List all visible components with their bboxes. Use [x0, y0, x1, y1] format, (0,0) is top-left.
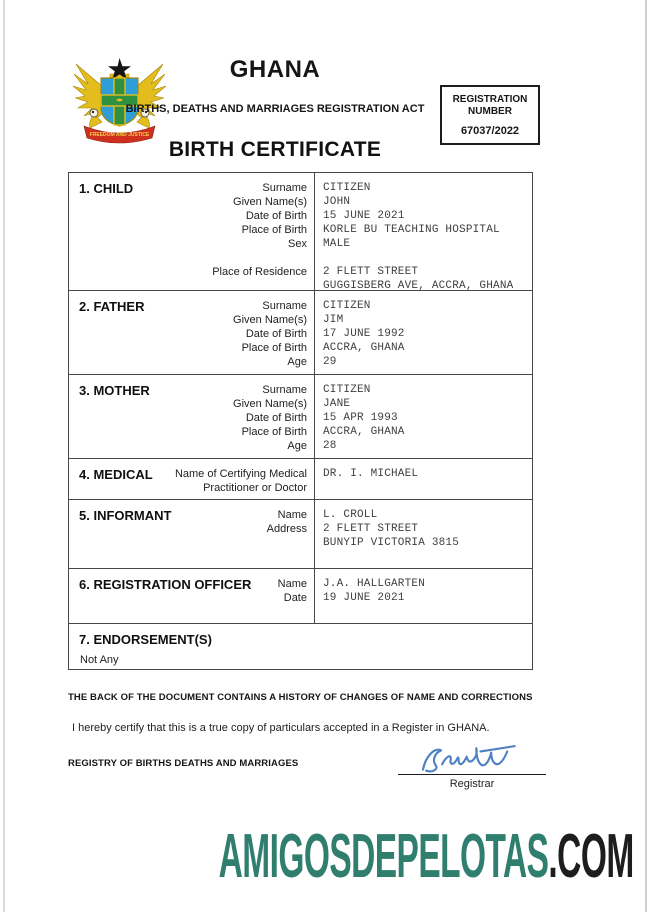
- registration-number-label-line2: NUMBER: [468, 106, 512, 117]
- field-value: JIM: [323, 314, 344, 326]
- section-endorsements: [69, 624, 532, 669]
- registrar-signature: [417, 744, 527, 776]
- field-value: ACCRA, GHANA: [323, 426, 405, 438]
- field-label: Given Name(s): [233, 314, 307, 326]
- field-value: 15 APR 1993: [323, 412, 398, 424]
- section-medical: [69, 459, 532, 500]
- field-value: 15 JUNE 2021: [323, 210, 405, 222]
- section-registration-officer-title: 6. REGISTRATION OFFICER: [79, 577, 252, 592]
- field-label: Date of Birth: [245, 412, 307, 424]
- section-informant-title: 5. INFORMANT: [79, 508, 172, 523]
- watermark-suffix: .COM: [548, 822, 634, 891]
- field-label: Place of Birth: [241, 224, 307, 236]
- registration-number-label-line1: REGISTRATION: [452, 94, 528, 105]
- section-medical-values: [315, 459, 532, 499]
- section-medical-title: 4. MEDICAL: [79, 467, 153, 482]
- page-edge-right: [645, 0, 647, 912]
- field-value: 28: [323, 440, 337, 452]
- field-label: Age: [287, 356, 307, 368]
- section-registration-officer-values: [315, 569, 532, 623]
- field-label: Address: [266, 523, 307, 535]
- section-child-title: 1. CHILD: [79, 181, 134, 196]
- field-value: 17 JUNE 1992: [323, 328, 405, 340]
- document-title: BIRTH CERTIFICATE: [168, 138, 382, 161]
- country-title: GHANA: [229, 56, 321, 83]
- field-label: Place of Birth: [241, 342, 307, 354]
- section-father-title: 2. FATHER: [79, 299, 145, 314]
- header-text-block: [110, 56, 440, 115]
- field-value: GUGGISBERG AVE, ACCRA, GHANA: [323, 280, 514, 292]
- field-label: Place of Residence: [212, 266, 307, 278]
- field-value: BUNYIP VICTORIA 3815: [323, 537, 460, 549]
- certificate-table: [68, 172, 533, 670]
- section-mother: [69, 375, 532, 459]
- watermark-primary: AMIGOSDEPELOTAS: [218, 822, 549, 891]
- field-value: J.A. HALLGARTEN: [323, 578, 426, 590]
- field-label: Practitioner or Doctor: [203, 482, 307, 494]
- section-informant: [69, 500, 532, 569]
- endorsements-note: Not Any: [80, 654, 119, 666]
- field-label: [69, 251, 307, 265]
- field-value: KORLE BU TEACHING HOSPITAL: [323, 224, 500, 236]
- field-value: 29: [323, 356, 337, 368]
- field-value: DR. I. MICHAEL: [323, 468, 419, 480]
- field-label: Surname: [262, 300, 307, 312]
- field-value: 19 JUNE 2021: [323, 592, 405, 604]
- field-value: L. CROLL: [323, 509, 378, 521]
- field-label: Given Name(s): [233, 196, 307, 208]
- section-informant-values: [315, 500, 532, 568]
- section-child-values: [315, 173, 532, 290]
- page-edge-left: [3, 0, 5, 912]
- field-value: MALE: [323, 238, 351, 250]
- section-mother-title: 3. MOTHER: [79, 383, 150, 398]
- field-value: 2 FLETT STREET: [323, 266, 419, 278]
- section-registration-officer: [69, 569, 532, 624]
- field-value: CITIZEN: [323, 384, 371, 396]
- registry-title: REGISTRY OF BIRTHS DEATHS AND MARRIAGES: [68, 758, 299, 769]
- certify-statement: I hereby certify that this is a true copy of particulars accepted in a Register in GHANA.: [72, 722, 490, 734]
- registration-number-value: 67037/2022: [460, 125, 520, 137]
- section-father: [69, 291, 532, 375]
- field-label: Age: [287, 440, 307, 452]
- field-label: Name: [277, 509, 307, 521]
- field-value: CITIZEN: [323, 182, 371, 194]
- field-value: JOHN: [323, 196, 351, 208]
- crest-motto-text: FREEDOM AND JUSTICE: [89, 132, 150, 138]
- section-child: [69, 173, 532, 291]
- field-label: Surname: [262, 384, 307, 396]
- field-label: Date of Birth: [245, 210, 307, 222]
- field-value: 2 FLETT STREET: [323, 523, 419, 535]
- registration-number-box: [440, 85, 540, 145]
- field-label: Name: [277, 578, 307, 590]
- field-label: Surname: [262, 182, 307, 194]
- field-label: Name of Certifying Medical: [174, 468, 307, 480]
- field-label: Place of Birth: [241, 426, 307, 438]
- field-label: Sex: [288, 238, 307, 250]
- signature-block: [398, 744, 546, 790]
- site-watermark: [219, 821, 634, 892]
- field-value: CITIZEN: [323, 300, 371, 312]
- registrar-label: Registrar: [449, 778, 495, 790]
- field-label: Date: [283, 592, 307, 604]
- act-title: BIRTHS, DEATHS AND MARRIAGES REGISTRATION ACT: [125, 103, 425, 115]
- field-value: JANE: [323, 398, 351, 410]
- field-label: Given Name(s): [233, 398, 307, 410]
- section-father-values: [315, 291, 532, 374]
- back-of-document-note: THE BACK OF THE DOCUMENT CONTAINS A HISTORY OF CHANGES OF NAME AND CORRECTIONS: [68, 692, 533, 703]
- field-value: ACCRA, GHANA: [323, 342, 405, 354]
- field-label: Date of Birth: [245, 328, 307, 340]
- field-value: [323, 251, 526, 265]
- signature-line: [398, 774, 546, 775]
- section-endorsements-title: 7. ENDORSEMENT(S): [79, 632, 212, 647]
- section-mother-values: [315, 375, 532, 458]
